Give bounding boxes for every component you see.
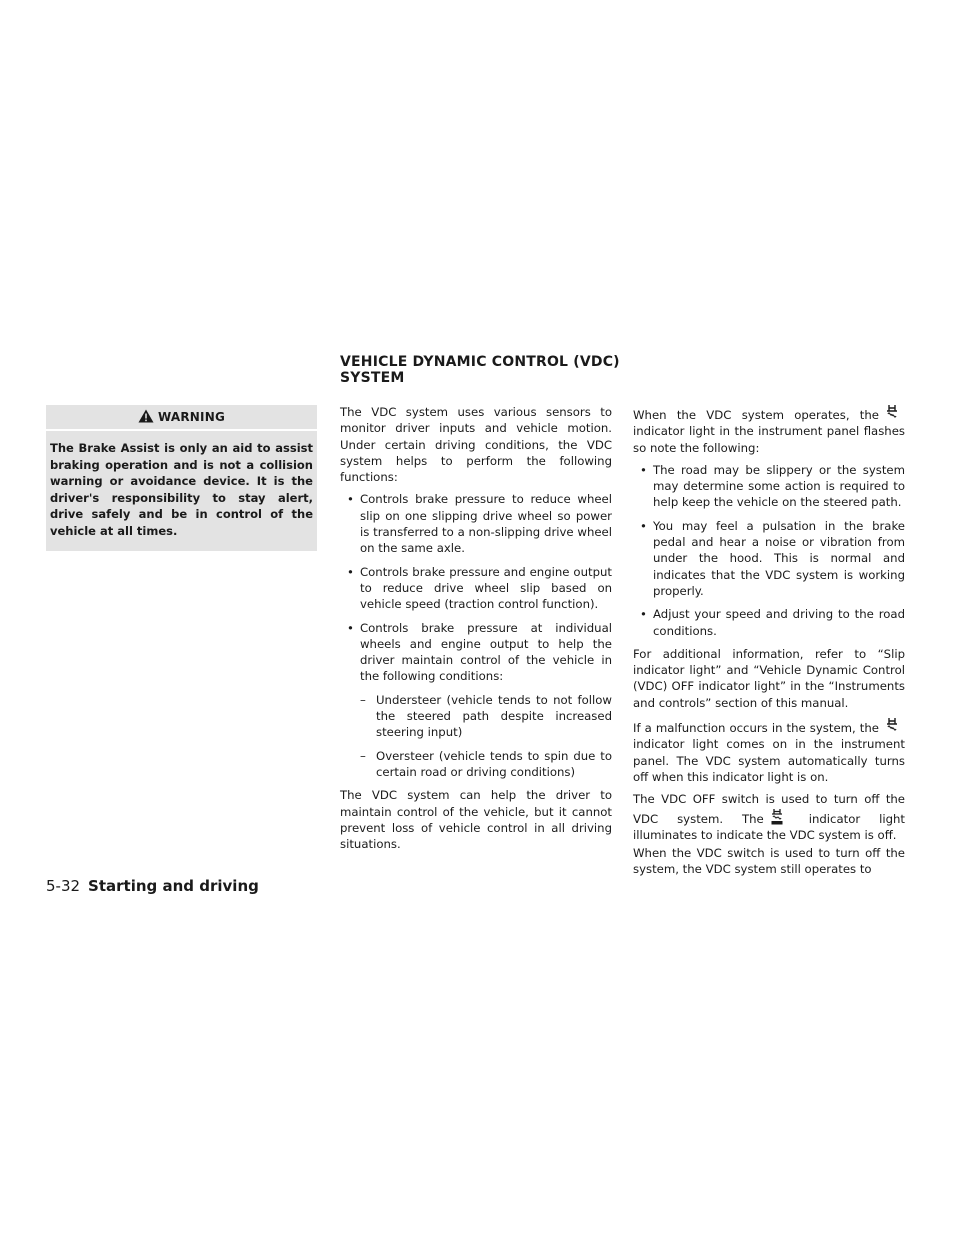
warning-triangle-icon bbox=[138, 409, 154, 426]
section-heading bbox=[340, 354, 640, 386]
final-paragraph: When the VDC switch is used to turn off the system, the VDC system still operates to bbox=[633, 846, 905, 877]
switch-paragraph: The VDC OFF switch is used to turn off the VDC system. The indicator light illuminates to indicate the VDC system is off. bbox=[633, 792, 905, 842]
intro-paragraph: The VDC system uses various sensors to monitor driver inputs and vehicle motion. Under certain driving conditions, the VDC system helps to perform the following functions: bbox=[340, 405, 612, 485]
list-item: • You may feel a pulsation in the brake pedal and hear a noise or vibration from under the hood. This is normal and indicates that the VDC system is working properly. bbox=[640, 518, 905, 598]
warning-header bbox=[46, 405, 317, 429]
list-item: • Adjust your speed and driving to the road conditions. bbox=[640, 607, 905, 638]
page-footer bbox=[46, 877, 259, 895]
list-item: • Controls brake pressure at individual wheels and engine output to help the driver maintain control of the vehicle in the following conditions: bbox=[347, 620, 612, 684]
additional-info-paragraph: For additional information, refer to “Slip indicator light” and “Vehicle Dynamic Control (VDC) OFF indicator light” in the “Instruments and controls” section of this manual. bbox=[633, 646, 905, 710]
list-item: • Controls brake pressure and engine output to reduce drive wheel slip based on vehicle speed (traction control function). bbox=[347, 564, 612, 612]
sub-list-item: – Understeer (vehicle tends to not follow the steered path despite increased steering input) bbox=[360, 692, 612, 740]
slip-indicator-icon bbox=[879, 717, 905, 731]
operation-paragraph: When the VDC system operates, the indicator light in the instrument panel flashes so note the following: bbox=[633, 404, 905, 456]
closing-paragraph: The VDC system can help the driver to maintain control of the vehicle, but it cannot prevent loss of vehicle control in all driving situations. bbox=[340, 788, 612, 852]
list-item: • Controls brake pressure to reduce wheel slip on one slipping drive wheel so power is transferred to a non-slipping drive wheel on the same axle. bbox=[347, 492, 612, 556]
slip-indicator-icon bbox=[879, 404, 905, 418]
heading-line-2: SYSTEM bbox=[340, 370, 405, 386]
malfunction-paragraph: If a malfunction occurs in the system, the indicator light comes on in the instrument panel. The VDC system automatically turns off when this indicator light is on. bbox=[633, 717, 905, 785]
warning-title: WARNING bbox=[157, 410, 226, 424]
middle-column bbox=[340, 404, 612, 858]
heading-line-1: VEHICLE DYNAMIC CONTROL (VDC) bbox=[340, 354, 620, 370]
sub-list-item: – Oversteer (vehicle tends to spin due to certain road or driving conditions) bbox=[360, 748, 612, 779]
warning-text: The Brake Assist is only an aid to assist braking operation and is not a collision warning or avoidance device. It is the driver's responsibility to stay alert, drive safely and be in control of the vehicle at all times. bbox=[50, 441, 313, 538]
warning-box bbox=[46, 405, 317, 551]
section-title: Starting and driving bbox=[88, 877, 259, 895]
right-column bbox=[633, 404, 905, 884]
vdc-off-indicator-icon bbox=[764, 808, 790, 822]
page-number: 5-32 bbox=[46, 877, 81, 895]
list-item: • The road may be slippery or the system may determine some action is required to help keep the vehicle on the steered path. bbox=[640, 462, 905, 510]
